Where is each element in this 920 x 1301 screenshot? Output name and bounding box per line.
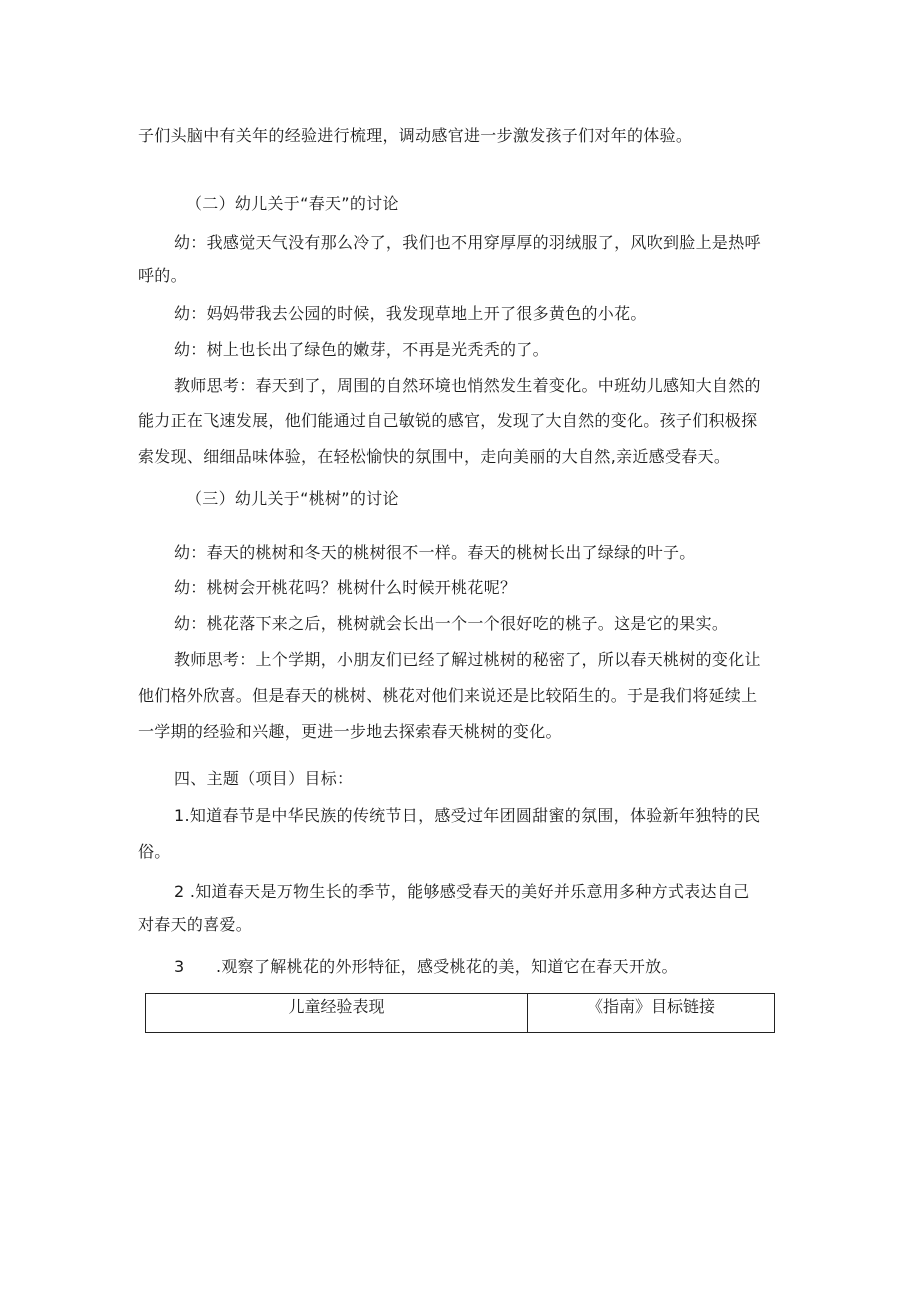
table-header-guide-link: 《指南》目标链接	[586, 997, 715, 1016]
goal-1-line-2: 俗。	[138, 842, 171, 861]
goal-3-number: 3	[174, 957, 185, 976]
table-header-child-experience: 儿童经验表现	[146, 994, 528, 1032]
intro-tail-paragraph: 子们头脑中有关年的经验进行梳理，调动感官进一步激发孩子们对年的体验。	[138, 126, 693, 145]
goals-heading: 四、主题（项目）目标：	[174, 769, 354, 788]
peach-discussion-heading: （三）幼儿关于“桃树”的讨论	[186, 489, 399, 508]
spring-child-remark-2: 幼：妈妈带我去公园的时候，我发现草地上开了很多黄色的小花。	[174, 304, 647, 323]
spring-child-remark-1-line-2: 呼的。	[138, 266, 187, 285]
spring-teacher-reflection-line-1: 教师思考：春天到了，周围的自然环境也悄然发生着变化。中班幼儿感知大自然的	[174, 376, 761, 395]
experience-guide-table	[145, 993, 775, 1033]
goal-2-line-1: 2 .知道春天是万物生长的季节，能够感受春天的美好并乐意用多种方式表达自己	[174, 882, 750, 901]
spring-child-remark-1-line-1: 幼：我感觉天气没有那么冷了，我们也不用穿厚厚的羽绒服了，风吹到脸上是热呼	[174, 233, 761, 252]
peach-teacher-reflection-line-3: 一学期的经验和兴趣，更进一步地去探索春天桃树的变化。	[138, 722, 562, 741]
spring-teacher-reflection-line-2: 能力正在飞速发展，他们能通过自己敏锐的感官，发现了大自然的变化。孩子们积极探	[138, 411, 758, 430]
peach-teacher-reflection-line-1: 教师思考：上个学期，小朋友们已经了解过桃树的秘密了，所以春天桃树的变化让	[174, 650, 761, 669]
peach-child-remark-3: 幼：桃花落下来之后，桃树就会长出一个一个很好吃的桃子。这是它的果实。	[174, 614, 729, 633]
goal-3-text: .观察了解桃花的外形特征，感受桃花的美，知道它在春天开放。	[216, 957, 678, 976]
goal-1-line-1: 1.知道春节是中华民族的传统节日，感受过年团圆甜蜜的氛围，体验新年独特的民	[174, 806, 761, 825]
peach-child-remark-2: 幼：桃树会开桃花吗？桃树什么时候开桃花呢？	[174, 578, 517, 597]
spring-teacher-reflection-line-3: 索发现、细细品味体验，在轻松愉快的氛围中，走向美丽的大自然,亲近感受春天。	[138, 447, 731, 466]
spring-child-remark-3: 幼：树上也长出了绿色的嫩芽，不再是光秃秃的了。	[174, 340, 549, 359]
spring-discussion-heading: （二）幼儿关于“春天”的讨论	[186, 194, 399, 213]
goal-2-line-2: 对春天的喜爱。	[138, 915, 253, 934]
peach-child-remark-1: 幼：春天的桃树和冬天的桃树很不一样。春天的桃树长出了绿绿的叶子。	[174, 543, 696, 562]
peach-teacher-reflection-line-2: 他们格外欣喜。但是春天的桃树、桃花对他们来说还是比较陌生的。于是我们将延续上	[138, 686, 758, 705]
